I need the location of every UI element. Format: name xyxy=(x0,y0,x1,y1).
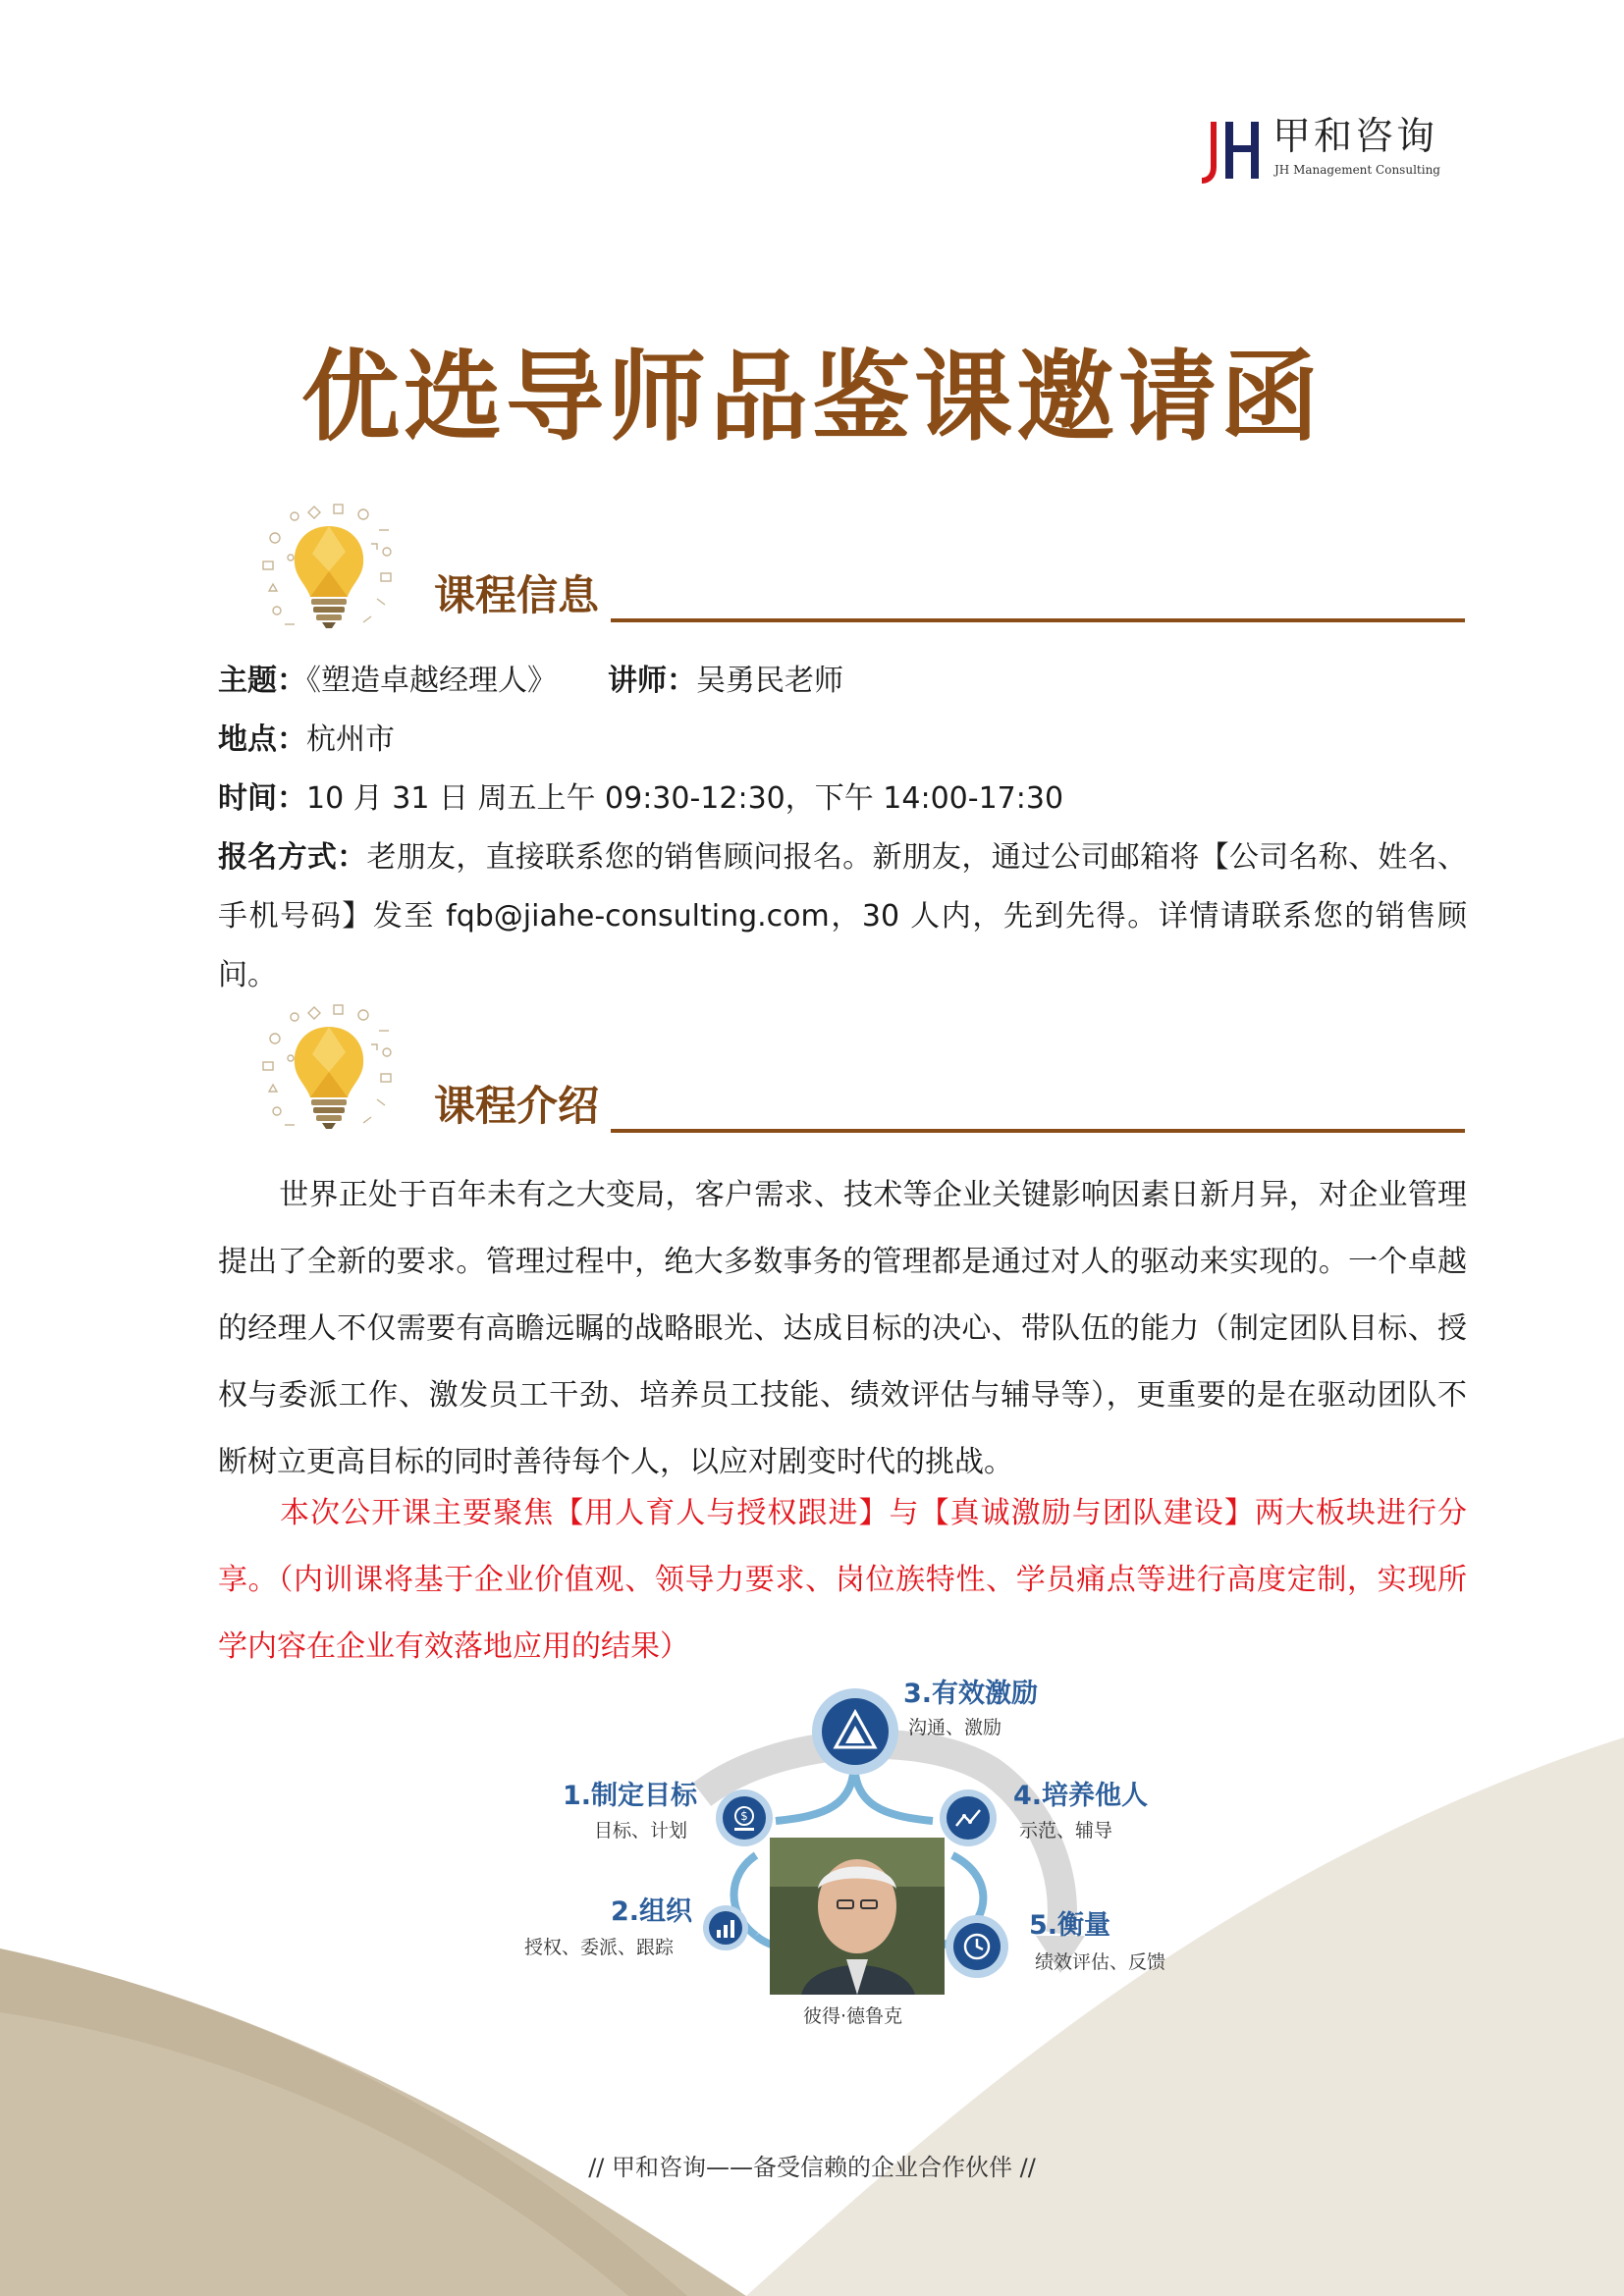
jh-logo-mark xyxy=(1200,116,1265,187)
course-signup-line xyxy=(218,828,1467,1005)
line-chart-icon xyxy=(939,1789,998,1847)
diagram-item-5-title: 5.衡量 xyxy=(1029,1910,1111,1941)
place-value: 杭州市 xyxy=(306,722,395,757)
section-label: 课程信息 xyxy=(434,571,600,619)
theme-key: 主题： xyxy=(218,664,306,698)
lightbulb-icon xyxy=(255,1001,403,1139)
footer-slogan: // 甲和咨询——备受信赖的企业合作伙伴 // xyxy=(588,2154,1036,2181)
diagram-item-4-sub: 示范、辅导 xyxy=(1019,1820,1113,1842)
intro-paragraph-2-text: 本次公开课主要聚焦【用人育人与授权跟进】与【真诚激励与团队建设】两大板块进行分享。（内训课将基于企业价值观、领导力要求、岗位族特性、学员痛点等进行高度定制，实现所学内容在企业有效落地应用的结果） xyxy=(218,1496,1467,1664)
section-divider xyxy=(611,618,1465,622)
intro-paragraph-1-text: 世界正处于百年未有之大变局，客户需求、技术等企业关键影响因素日新月异，对企业管理提出了全新的要求。管理过程中，绝大多数事务的管理都是通过对人的驱动来实现的。一个卓越的经理人不仅需要有高瞻远瞩的战略眼光、达成目标的决心、带队伍的能力（制定团队目标、授权与委派工作、激发员工干劲、培养员工技能、绩效评估与辅导等），更重要的是在驱动团队不断树立更高目标的同时善待每个人，以应对剧变时代的挑战。 xyxy=(218,1178,1467,1479)
course-theme-line xyxy=(218,652,1467,711)
signup-value: 老朋友，直接联系您的销售顾问报名。新朋友，通过公司邮箱将【公司名称、姓名、手机号码】发至 fqb@jiahe-consulting.com，30 人内，先到先得。详情请联系您的销售顾问。 xyxy=(218,840,1468,992)
diagram-item-2-sub: 授权、委派、跟踪 xyxy=(524,1937,675,1958)
time-key: 时间： xyxy=(218,781,306,816)
course-time-line xyxy=(218,770,1467,828)
portrait-caption: 彼得·德鲁克 xyxy=(803,2005,903,2027)
triangle-icon xyxy=(810,1686,900,1777)
bar-chart-icon xyxy=(702,1904,749,1951)
diagram-item-5-sub: 绩效评估、反馈 xyxy=(1035,1951,1166,1973)
diagram-item-2-title: 2.组织 xyxy=(611,1896,693,1927)
lecturer-key: 讲师： xyxy=(608,664,696,698)
page-title: 优选导师品鉴课邀请函 xyxy=(301,340,1323,454)
section-header-course-intro xyxy=(255,1001,1473,1129)
lightbulb-icon xyxy=(255,501,403,638)
logo-name: 甲和咨询 xyxy=(1272,115,1438,159)
dollar-icon xyxy=(715,1789,774,1847)
diagram-item-3-title: 3.有效激励 xyxy=(903,1679,1039,1709)
signup-key: 报名方式： xyxy=(218,840,367,875)
place-key: 地点： xyxy=(218,722,306,757)
course-place-line xyxy=(218,711,1467,770)
management-diagram xyxy=(524,1679,1237,2052)
lecturer-value: 吴勇民老师 xyxy=(696,664,843,698)
section-label: 课程介绍 xyxy=(434,1082,600,1130)
diagram-item-1-title: 1.制定目标 xyxy=(563,1781,698,1811)
svg-text:$: $ xyxy=(740,1809,748,1823)
section-divider xyxy=(611,1129,1465,1133)
diagram-item-3-sub: 沟通、激励 xyxy=(908,1717,1002,1738)
time-value: 10 月 31 日 周五上午 09:30-12:30，下午 14:00-17:30 xyxy=(306,781,1064,816)
diagram-item-4-title: 4.培养他人 xyxy=(1013,1781,1149,1811)
logo-english-name: JH Management Consulting xyxy=(1274,163,1440,177)
section-header-course-info xyxy=(255,501,1473,628)
theme-value: 《塑造卓越经理人》 xyxy=(306,664,557,698)
clock-icon xyxy=(945,1914,1009,1979)
diagram-item-1-sub: 目标、计划 xyxy=(594,1820,688,1842)
company-logo xyxy=(1200,114,1455,192)
intro-paragraph-2 xyxy=(218,1480,1467,1681)
intro-paragraph-1 xyxy=(218,1162,1467,1496)
